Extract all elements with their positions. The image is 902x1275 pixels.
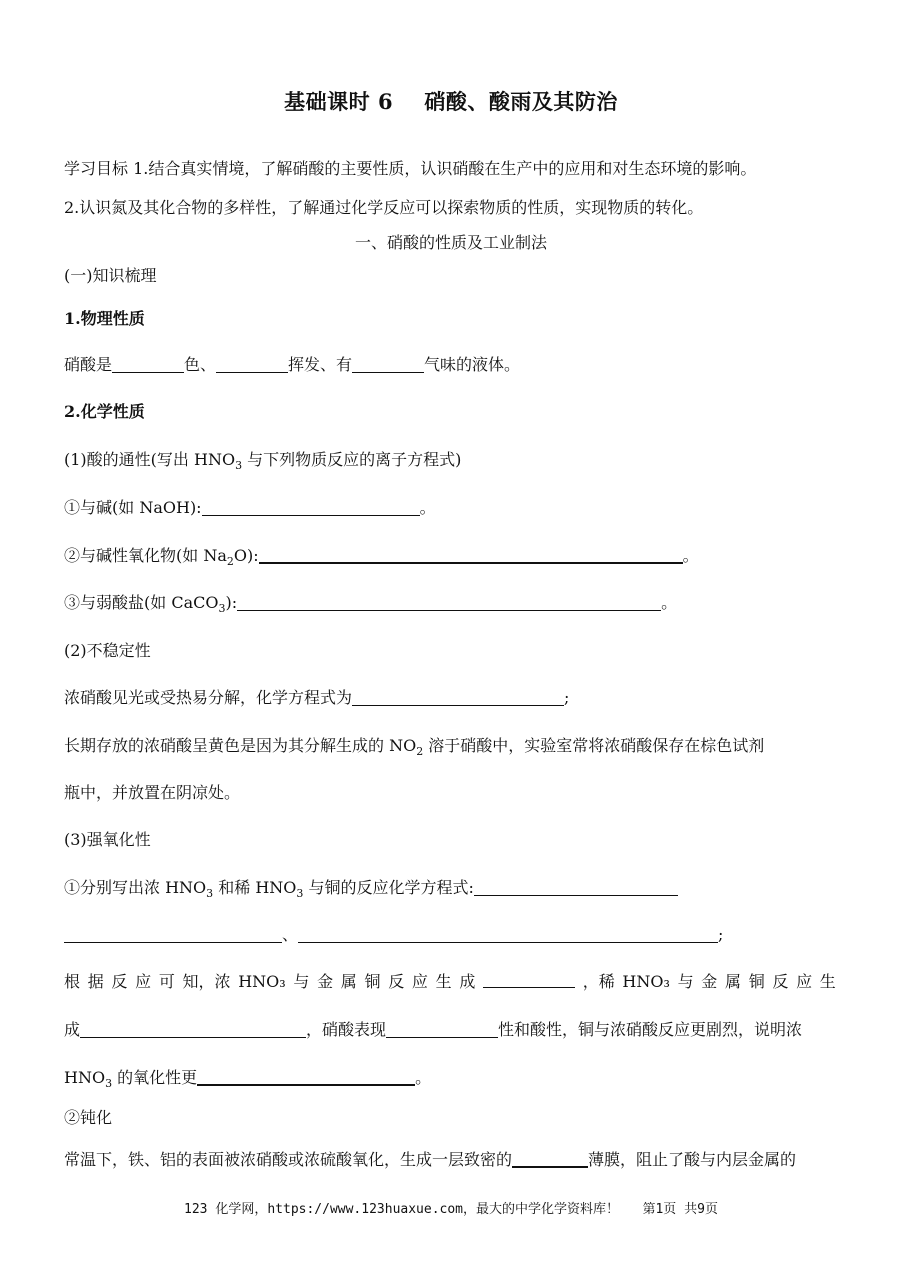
fill-blank[interactable] [64,926,282,943]
passivation-paragraph: 常温下，铁、铝的表面被浓硝酸或浓硫酸氧化，生成一层致密的 薄膜，阻止了酸与内层金属的 [64,1150,797,1169]
oxidizing-heading: (3)强氧化性 [64,830,151,849]
fill-blank[interactable] [259,546,683,564]
item-basic-oxide: ②与碱性氧化物(如 $Na_2O$): 。 [64,546,699,568]
passivation-heading: ②钝化 [64,1108,113,1127]
acid-general-heading: (1)酸的通性(写出 $HNO_3$ 与下列物质反应的离子方程式) [64,450,462,472]
objectives-line-2: 2.认识氮及其化合物的多样性，了解通过化学反应可以探索物质的性质，实现物质的转化。 [64,198,704,217]
storage-paragraph-2: 瓶中，并放置在阴凉处。 [64,783,241,802]
fill-blank[interactable] [483,971,575,988]
fill-blank[interactable] [298,926,718,943]
fill-blank[interactable] [352,356,424,373]
fill-blank[interactable] [386,1021,498,1038]
fill-blank[interactable] [512,1150,588,1168]
ox-equations-line: 、 ; [64,924,723,946]
fill-blank[interactable] [352,689,564,706]
reaction-paragraph-3: $HNO_3$ 的氧化性更 。 [64,1068,432,1090]
item-base: ①与碱(如 NaOH): 。 [64,498,436,517]
item-weak-acid-salt: ③与弱酸盐(如 CaCO$_3$): 。 [64,593,678,615]
section-heading: 一、硝酸的性质及工业制法 [354,233,547,252]
page-title: 基础课时 6 硝酸、酸雨及其防治 [284,89,618,114]
physical-heading: 1.物理性质 [64,309,145,328]
fill-blank[interactable] [237,594,661,611]
storage-paragraph-1: 长期存放的浓硝酸呈黄色是因为其分解生成的 $NO_2$ 溶于硝酸中，实验室常将浓硝酸保存在棕色试剂 [64,736,765,758]
fill-blank[interactable] [216,356,288,373]
reaction-paragraph-2: 成 ，硝酸表现 性和酸性，铜与浓硝酸反应更剧烈，说明浓 [64,1020,803,1039]
chemical-heading: 2.化学性质 [64,402,145,421]
fill-blank[interactable] [197,1068,415,1086]
fill-blank[interactable] [80,1021,306,1038]
fill-blank[interactable] [112,356,184,373]
page-footer: 123 化学网，https://www.123huaxue.com，最大的中学化学资料库！ 第1页 共9页 [184,1202,718,1217]
objectives-line-1: 学习目标 1.结合真实情境，了解硝酸的主要性质，认识硝酸在生产中的应用和对生态环境的影响。 [64,159,757,178]
physical-paragraph: 硝酸是 色、 挥发、有 气味的液体。 [64,355,521,374]
fill-blank[interactable] [474,879,678,896]
sub-heading: (一)知识梳理 [64,266,157,285]
unstable-paragraph: 浓硝酸见光或受热易分解，化学方程式为 ; [64,688,570,707]
unstable-heading: (2)不稳定性 [64,641,151,660]
fill-blank[interactable] [202,499,420,516]
reaction-paragraph-1: 根 据 反 应 可 知，浓 HNO₃ 与 金 属 铜 反 应 生 成 ，稀 HNO₃ 与 金 属 铜 反 应 生 [64,972,836,991]
ox-item-1: ①分别写出浓 $HNO_3$ 和稀 $HNO_3$ 与铜的反应化学方程式: [64,877,678,899]
